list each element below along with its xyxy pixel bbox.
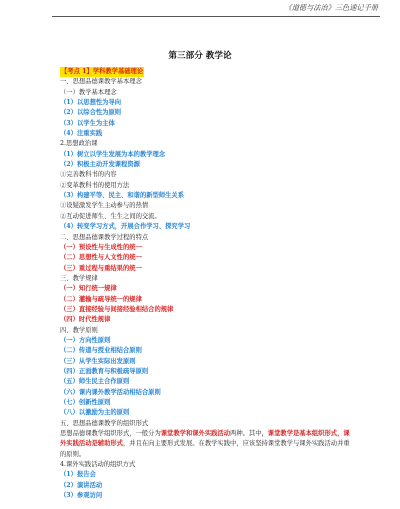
outline-line: （二）思想性与人文性的统一	[60, 254, 142, 262]
topic-tag	[60, 67, 144, 77]
outline-line: （三）直接经验与间接经验相结合的规律	[60, 305, 174, 313]
outline-line: （2）积极主动开发课程资源	[60, 161, 140, 169]
topic-heading	[60, 67, 352, 77]
outline-line: （3）参观访问	[60, 492, 103, 500]
outline-line: （4）注重实践	[60, 130, 103, 138]
outline-line: ①完善教科书的内容	[60, 171, 117, 179]
outline-line: （三）从学生实际出发原则	[60, 357, 136, 365]
outline-line: （七）创新性原则	[60, 399, 111, 406]
outline-line: （三）重过程与重结果的统一	[60, 264, 142, 272]
outline-line: （四）时代性规律	[60, 316, 111, 324]
outline-line: （一）预设性与生成性的统一	[60, 243, 142, 251]
para-text-2: 两种。其中，	[230, 430, 268, 438]
outline-line: 4.课外实践活动的组织方式	[60, 461, 136, 469]
organization-paragraph	[60, 429, 352, 460]
outline-line: 三、教学规律	[60, 274, 98, 282]
outline-line: （二）传道与授业相结合原则	[60, 347, 142, 355]
outline-list-tail	[60, 460, 352, 501]
outline-line: 二、思想品德课教学过程的特点	[60, 233, 149, 241]
para-highlight-1: 课堂教学和课外实践活动	[160, 430, 231, 438]
outline-line: （1）报告会	[60, 471, 96, 479]
outline-line: （4）转变学习方式，开展合作学习、探究学习	[60, 223, 191, 231]
outline-line: ①设疑激发学生主动参与的热情	[60, 202, 149, 210]
para-text-3: ，并且在向主要形式发展。在教学实践中，应该坚持课堂教学与课外实践活动并重的原则。	[60, 440, 350, 458]
outline-line: 五、思想品德课教学的组织形式	[60, 419, 149, 427]
outline-line: 一、思想品德课教学基本理念	[60, 78, 142, 86]
outline-line: （2）以综合性为原则	[60, 109, 122, 117]
outline-line: （六）课内课外教学活动相结合原则	[60, 388, 161, 396]
para-highlight-2: 课堂教学是基本组织形式，课外实践活动是辅助形式	[60, 430, 350, 448]
outline-line: 2.思想政治课	[60, 140, 98, 148]
part-title: 第三部分 教学论	[168, 51, 232, 61]
topic-tag-text: 【考点 1】	[61, 68, 93, 75]
outline-line: ②互动促进师生、生生之间的交流。	[60, 212, 161, 220]
header-title: 《道德与法治》三色速记手册	[284, 3, 378, 12]
outline-line: （一）方向性原则	[60, 336, 111, 344]
outline-list	[60, 77, 352, 429]
outline-line: （3）以学生为主体	[60, 119, 115, 127]
topic-label-text: 学科教学基础理论	[92, 68, 144, 75]
outline-line: （1）树立以学生发展为本的教学理念	[60, 150, 166, 158]
outline-line: 四、教学原则	[60, 326, 98, 334]
outline-line: （四）正面教育与积极疏导原则	[60, 367, 149, 375]
outline-line: （3）构建平等、民主、和谐的新型师生关系	[60, 192, 185, 200]
document-content	[60, 67, 352, 501]
outline-line: （1）以思想性为导向	[60, 99, 122, 107]
outline-line: ②变革教科书的使用方法	[60, 181, 130, 189]
outline-line: （一）教学基本理念	[60, 88, 117, 96]
outline-line: （一）知行统一规律	[60, 285, 117, 293]
outline-line: （五）师生民主合作原则	[60, 378, 130, 386]
outline-line: （2）演讲活动	[60, 481, 103, 489]
header-rule	[52, 16, 380, 17]
outline-line: （八）以激励为主的原则	[60, 409, 130, 417]
para-text-1: 思想品德课教学组织形式，一般分为	[60, 430, 161, 438]
outline-line: （二）灌输与疏导统一的规律	[60, 295, 142, 303]
